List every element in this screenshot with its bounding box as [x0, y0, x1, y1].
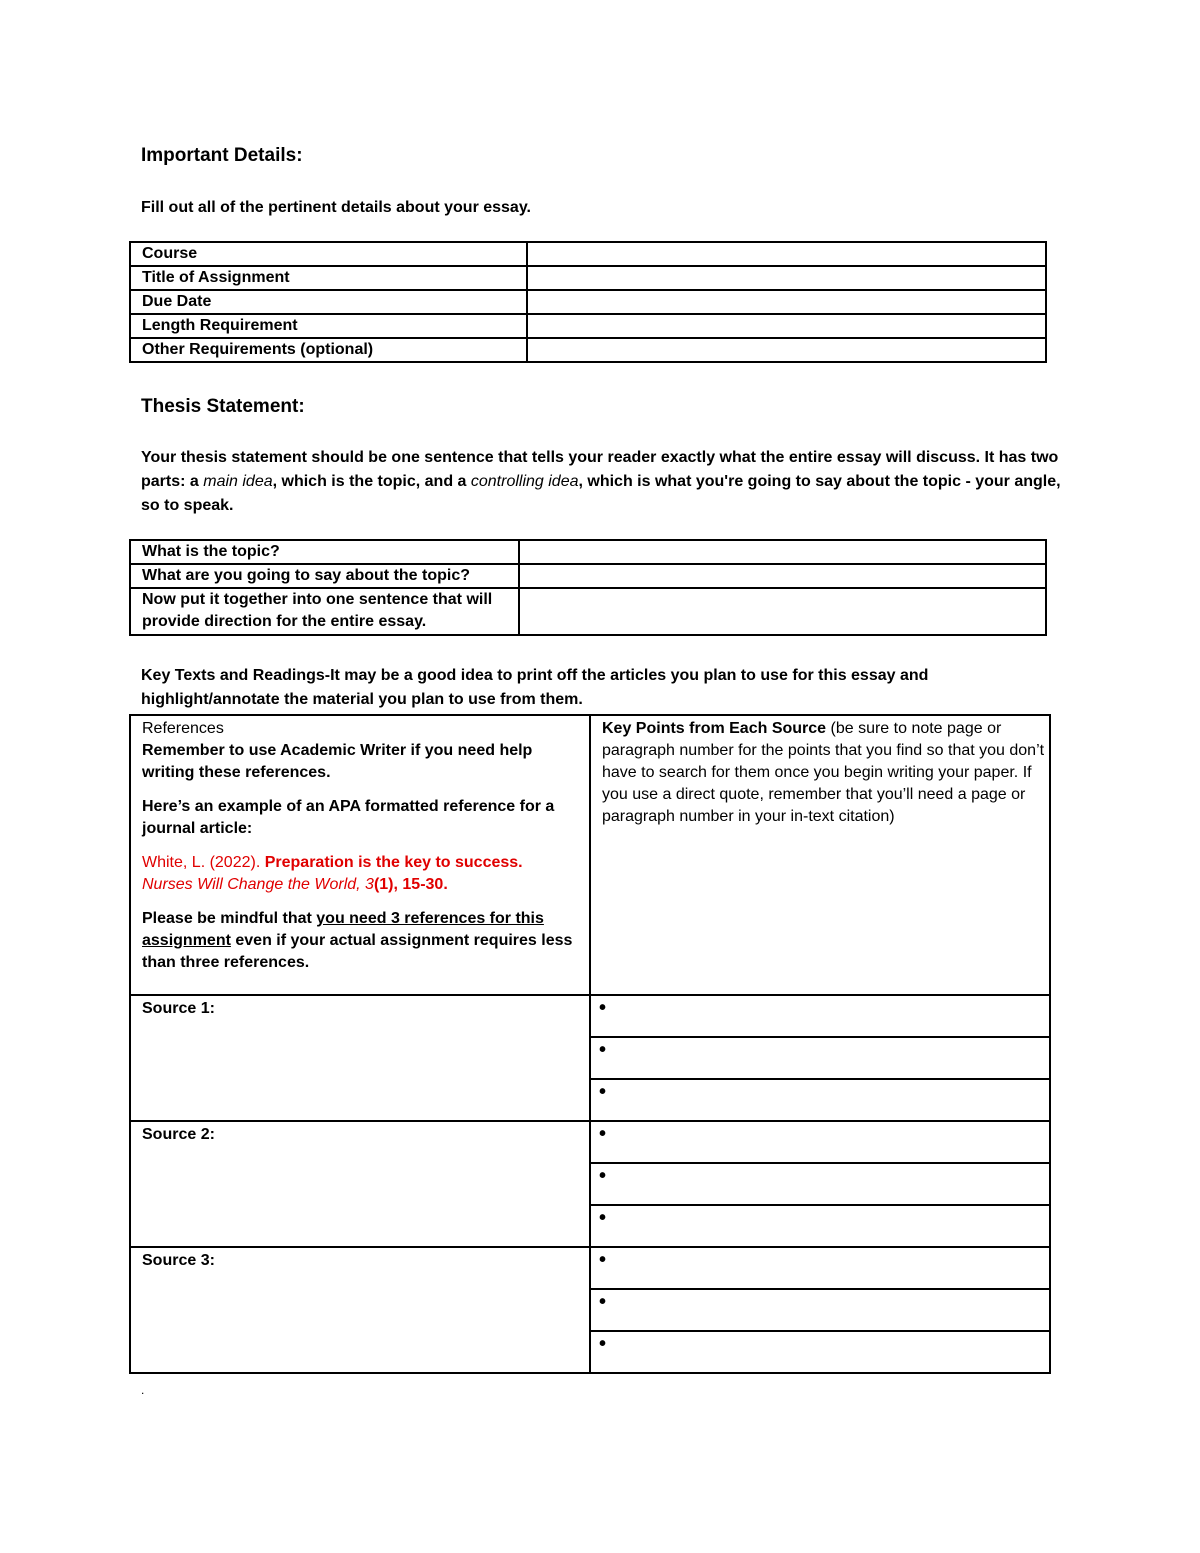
source-1-point-2[interactable]: [590, 1037, 1050, 1079]
bullet-icon: •: [599, 1249, 607, 1271]
thesis-desc-part2: , which is the topic, and a: [272, 473, 471, 490]
source-2-point-2[interactable]: [590, 1163, 1050, 1205]
footer-mark: .: [141, 1383, 145, 1397]
key-texts-intro: Key Texts and Readings-It may be a good idea to print off the articles you plan to use for this essay and highlight/annotate the material you plan to use from them.: [141, 667, 929, 708]
details-value-cell[interactable]: [527, 290, 1046, 314]
table-row: [130, 564, 1046, 588]
thesis-desc-part1: Your thesis statement should be one sentence that tells your reader exactly what the entire essay will discuss. It has two parts: a: [141, 449, 1059, 490]
table-row: [130, 266, 1046, 290]
table-row: [130, 314, 1046, 338]
key-points-note: (be sure to note page or paragraph number for the points that you find so that you don’t have to search for them once you begin writing your paper. If you use a direct quote, remember that you’ll need a page or paragraph number in your in-text citation): [602, 720, 1045, 825]
details-label: Length Requirement: [130, 314, 527, 338]
details-label: Due Date: [130, 290, 527, 314]
details-value-cell[interactable]: [527, 266, 1046, 290]
table-row: [130, 1121, 1050, 1163]
example-title: Preparation is the key to success.: [264, 854, 523, 871]
thesis-label: What are you going to say about the topic?: [130, 564, 519, 588]
table-row: [130, 588, 1046, 635]
source-3-point-1[interactable]: [590, 1247, 1050, 1289]
bullet-icon: •: [599, 997, 607, 1019]
references-table: [129, 714, 1051, 1374]
table-row: [130, 995, 1050, 1037]
thesis-value-cell[interactable]: [519, 540, 1046, 564]
table-row: [130, 338, 1046, 362]
references-info-cell: [130, 715, 590, 995]
details-label: Other Requirements (optional): [130, 338, 527, 362]
table-row: [130, 715, 1050, 995]
source-1-point-1[interactable]: [590, 995, 1050, 1037]
bullet-icon: •: [599, 1039, 607, 1061]
controlling-idea-term: controlling idea: [470, 473, 579, 490]
important-details-table: [129, 241, 1047, 363]
important-details-heading: Important Details:: [141, 145, 303, 166]
references-note: Remember to use Academic Writer if you need help writing these references.: [142, 742, 533, 781]
source-3-point-2[interactable]: [590, 1289, 1050, 1331]
details-label: Course: [130, 242, 527, 266]
thesis-label: Now put it together into one sentence that will provide direction for the entire essay.: [130, 588, 519, 635]
source-1-point-3[interactable]: [590, 1079, 1050, 1121]
bullet-icon: •: [599, 1291, 607, 1313]
bullet-icon: •: [599, 1333, 607, 1355]
thesis-description: [141, 446, 1061, 518]
example-author: White, L. (2022).: [142, 854, 265, 871]
bullet-icon: •: [599, 1165, 607, 1187]
source-2-point-1[interactable]: [590, 1121, 1050, 1163]
source-3-cell[interactable]: Source 3:: [130, 1247, 590, 1373]
key-points-header: Key Points from Each Source: [602, 720, 827, 737]
thesis-value-cell[interactable]: [519, 588, 1046, 635]
mindful-start: Please be mindful that: [142, 910, 317, 927]
main-idea-term: main idea: [203, 473, 273, 490]
bullet-icon: •: [599, 1081, 607, 1103]
example-intro: Here’s an example of an APA formatted reference for a journal article:: [142, 798, 555, 837]
mindful-underline: you need 3 references for this assignment: [142, 910, 544, 949]
thesis-heading: Thesis Statement:: [141, 396, 305, 417]
thesis-label: What is the topic?: [130, 540, 519, 564]
references-header: References: [142, 720, 224, 737]
source-2-cell[interactable]: Source 2:: [130, 1121, 590, 1247]
details-value-cell[interactable]: [527, 338, 1046, 362]
source-3-point-3[interactable]: [590, 1331, 1050, 1373]
key-points-info-cell: [590, 715, 1050, 995]
bullet-icon: •: [599, 1207, 607, 1229]
details-value-cell[interactable]: [527, 314, 1046, 338]
table-row: [130, 290, 1046, 314]
details-value-cell[interactable]: [527, 242, 1046, 266]
source-2-point-3[interactable]: [590, 1205, 1050, 1247]
important-details-instruction: Fill out all of the pertinent details about your essay.: [141, 199, 531, 216]
details-label: Title of Assignment: [130, 266, 527, 290]
table-row: [130, 1247, 1050, 1289]
thesis-table: [129, 539, 1047, 636]
thesis-value-cell[interactable]: [519, 564, 1046, 588]
table-row: [130, 540, 1046, 564]
bullet-icon: •: [599, 1123, 607, 1145]
source-1-cell[interactable]: Source 1:: [130, 995, 590, 1121]
example-journal: Nurses Will Change the World, 3: [142, 876, 374, 893]
table-row: [130, 242, 1046, 266]
mindful-end: even if your actual assignment requires less than three references.: [142, 932, 573, 971]
example-issue: (1), 15-30.: [373, 876, 448, 893]
thesis-desc-part3: , which is what you're going to say about the topic - your angle, so to speak.: [141, 473, 1061, 514]
mindful-note: [142, 908, 589, 974]
example-reference: [142, 852, 589, 896]
